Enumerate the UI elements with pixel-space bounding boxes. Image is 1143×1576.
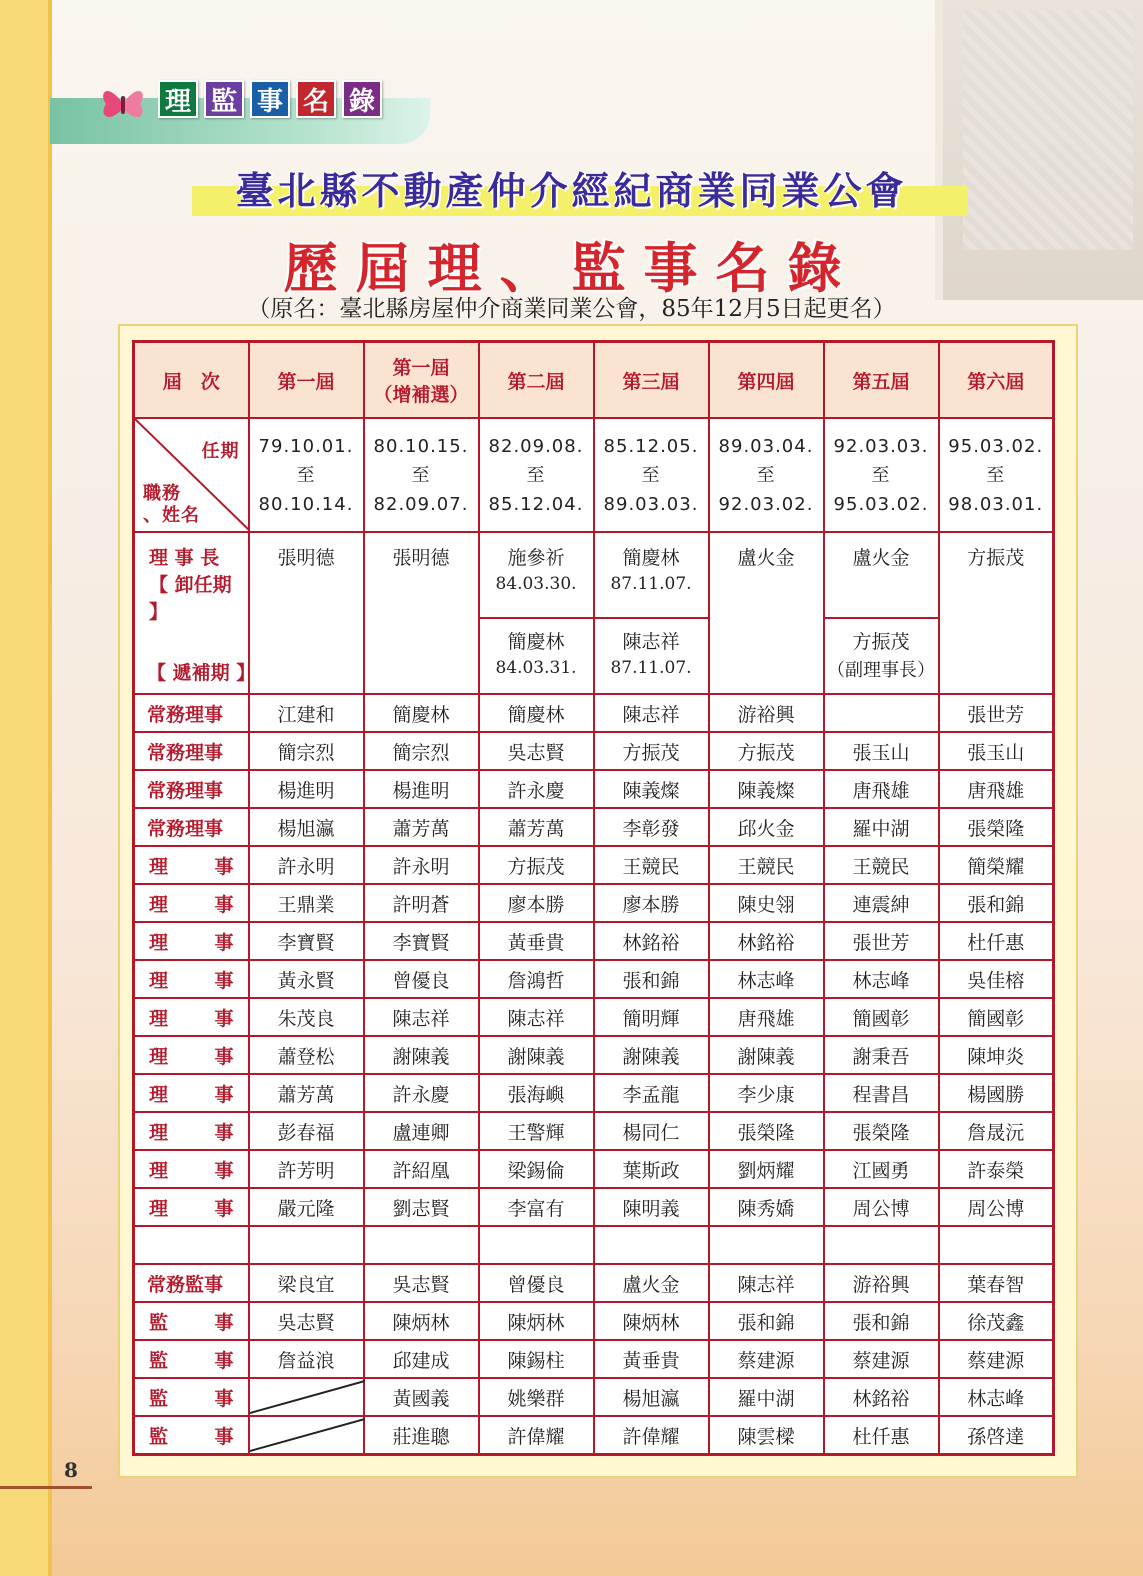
member-name: 嚴元隆	[249, 1188, 364, 1226]
member-name: 許永慶	[479, 770, 594, 808]
member-name	[364, 1226, 479, 1264]
member-name: 許永慶	[364, 1074, 479, 1112]
member-name: 李孟龍	[594, 1074, 709, 1112]
member-name: 林銘裕	[824, 1378, 939, 1416]
role-char: 監	[149, 1311, 169, 1334]
header-row	[134, 342, 1054, 419]
term-header: 第四屆	[709, 342, 824, 419]
member-name: 陳義燦	[594, 770, 709, 808]
page-title: 歷屆理、監事名錄	[283, 237, 860, 300]
chair-successor: 陳志祥 87.11.07.	[594, 618, 709, 694]
member-name: 陳史翎	[709, 884, 824, 922]
member-name: 劉炳耀	[709, 1150, 824, 1188]
member-row	[134, 960, 1054, 998]
member-name: 黃垂貴	[479, 922, 594, 960]
member-name	[939, 1226, 1054, 1264]
member-name	[249, 1226, 364, 1264]
member-name: 陳雲樑	[709, 1416, 824, 1455]
role-char: 事	[214, 855, 234, 878]
role-cell	[134, 1226, 249, 1264]
chair-name: 張明德	[249, 532, 364, 694]
member-name: 唐飛雄	[824, 770, 939, 808]
role-label	[135, 1004, 248, 1031]
member-name: 蔡建源	[824, 1340, 939, 1378]
role-char: 理	[149, 969, 169, 992]
member-name: 蔡建源	[709, 1340, 824, 1378]
title-tag: 名	[296, 80, 336, 118]
member-name: 王競民	[594, 846, 709, 884]
role-cell	[134, 846, 249, 884]
member-name: 蕭芳萬	[249, 1074, 364, 1112]
member-name: 陳錫柱	[479, 1340, 594, 1378]
member-name: 林銘裕	[709, 922, 824, 960]
member-name: 葉斯政	[594, 1150, 709, 1188]
role-char: 理	[149, 1045, 169, 1068]
member-name: 簡宗烈	[249, 732, 364, 770]
role-char: 理	[149, 1121, 169, 1144]
chair-sub-label: 【 遞補期 】	[147, 662, 256, 684]
member-name: 張榮隆	[709, 1112, 824, 1150]
term-dates: 79.10.01. 至 80.10.14.	[249, 418, 364, 532]
member-name: 吳志賢	[249, 1302, 364, 1340]
member-name: 李少康	[709, 1074, 824, 1112]
member-name: 簡國彰	[824, 998, 939, 1036]
member-name	[824, 1226, 939, 1264]
member-row	[134, 1416, 1054, 1455]
chair-successor: 簡慶林 84.03.31.	[479, 618, 594, 694]
member-name: 楊國勝	[939, 1074, 1054, 1112]
chair-name: 簡慶林 87.11.07.	[594, 532, 709, 618]
member-name: 杜仟惠	[939, 922, 1054, 960]
member-row	[134, 1378, 1054, 1416]
member-name: 邱建成	[364, 1340, 479, 1378]
member-name: 張和錦	[824, 1302, 939, 1340]
member-name: 李寶賢	[364, 922, 479, 960]
member-name: 謝陳義	[479, 1036, 594, 1074]
member-name: 陳義燦	[709, 770, 824, 808]
term-dates: 89.03.04. 至 92.03.02.	[709, 418, 824, 532]
member-name: 江國勇	[824, 1150, 939, 1188]
member-name	[249, 1416, 364, 1455]
member-name: 李彰發	[594, 808, 709, 846]
role-cell	[134, 1302, 249, 1340]
role-label	[135, 1422, 248, 1449]
member-name: 陳秀嬌	[709, 1188, 824, 1226]
role-label	[135, 928, 248, 955]
butterfly-icon	[98, 82, 148, 126]
member-name: 陳志祥	[364, 998, 479, 1036]
role-label	[135, 1156, 248, 1183]
member-name: 張海嶼	[479, 1074, 594, 1112]
role-cell: 常務理事	[134, 694, 249, 732]
term-dates: 82.09.08. 至 85.12.04.	[479, 418, 594, 532]
member-name: 方振茂	[479, 846, 594, 884]
member-name: 黃垂貴	[594, 1340, 709, 1378]
member-name: 陳志祥	[594, 694, 709, 732]
chair-successor: 方振茂 （副理事長）	[824, 618, 939, 694]
role-char: 理	[149, 893, 169, 916]
term-header: 第六屆	[939, 342, 1054, 419]
member-name	[594, 1226, 709, 1264]
role-char: 事	[214, 1425, 234, 1448]
term-dates: 95.03.02. 至 98.03.01.	[939, 418, 1054, 532]
member-name: 王競民	[709, 846, 824, 884]
member-name: 王鼎業	[249, 884, 364, 922]
name-label: 職務 、姓名	[143, 483, 200, 526]
role-char: 理	[149, 1083, 169, 1106]
chair-name: 盧火金	[824, 532, 939, 618]
member-name: 唐飛雄	[939, 770, 1054, 808]
member-name: 吳志賢	[479, 732, 594, 770]
role-cell: 常務監事	[134, 1264, 249, 1302]
member-name: 陳坤炎	[939, 1036, 1054, 1074]
member-name: 詹鴻哲	[479, 960, 594, 998]
member-name: 李富有	[479, 1188, 594, 1226]
member-name: 許明蒼	[364, 884, 479, 922]
role-cell: 常務理事	[134, 808, 249, 846]
role-label	[135, 1080, 248, 1107]
role-char: 事	[214, 893, 234, 916]
member-name: 簡榮耀	[939, 846, 1054, 884]
member-name: 許偉耀	[594, 1416, 709, 1455]
member-name: 陳志祥	[709, 1264, 824, 1302]
member-name: 張榮隆	[939, 808, 1054, 846]
member-name: 張和錦	[594, 960, 709, 998]
member-name: 廖本勝	[479, 884, 594, 922]
member-name: 謝陳義	[594, 1036, 709, 1074]
member-name: 楊旭瀛	[594, 1378, 709, 1416]
role-cell	[134, 1340, 249, 1378]
title-tag: 錄	[342, 80, 382, 118]
member-name: 張和錦	[709, 1302, 824, 1340]
chair-successor-date: 87.11.07.	[610, 658, 692, 678]
term-header: 第二屆	[479, 342, 594, 419]
role-cell	[134, 960, 249, 998]
chair-name: 施參祈 84.03.30.	[479, 532, 594, 618]
member-name: 蕭登松	[249, 1036, 364, 1074]
role-char: 監	[149, 1425, 169, 1448]
term-dates: 80.10.15. 至 82.09.07.	[364, 418, 479, 532]
chair-name: 張明德	[364, 532, 479, 694]
member-row	[134, 770, 1054, 808]
term-header: 第一屆	[249, 342, 364, 419]
section-title-tags	[158, 80, 382, 118]
member-name	[709, 1226, 824, 1264]
title-tag: 事	[250, 80, 290, 118]
member-name: 游裕興	[824, 1264, 939, 1302]
role-label	[135, 1346, 248, 1373]
role-cell	[134, 998, 249, 1036]
member-name: 陳志祥	[479, 998, 594, 1036]
member-name: 謝陳義	[709, 1036, 824, 1074]
member-name: 盧火金	[594, 1264, 709, 1302]
role-char: 理	[149, 931, 169, 954]
member-name: 李寶賢	[249, 922, 364, 960]
role-cell	[134, 1378, 249, 1416]
term-dates: 92.03.03. 至 95.03.02.	[824, 418, 939, 532]
member-name: 簡國彰	[939, 998, 1054, 1036]
role-cell	[134, 1036, 249, 1074]
member-name: 簡宗烈	[364, 732, 479, 770]
member-name: 陳炳林	[594, 1302, 709, 1340]
member-name: 許紹凰	[364, 1150, 479, 1188]
member-name: 周公博	[824, 1188, 939, 1226]
role-char: 監	[149, 1387, 169, 1410]
member-row	[134, 846, 1054, 884]
member-name: 林志峰	[709, 960, 824, 998]
member-row	[134, 1112, 1054, 1150]
member-name: 杜仟惠	[824, 1416, 939, 1455]
term-label: 任期	[201, 441, 240, 462]
member-name: 簡慶林	[479, 694, 594, 732]
member-row	[134, 1074, 1054, 1112]
member-name: 張和錦	[939, 884, 1054, 922]
role-char: 監	[149, 1349, 169, 1372]
chair-row	[134, 532, 1054, 618]
member-name: 曾優良	[364, 960, 479, 998]
member-name	[479, 1226, 594, 1264]
member-name: 江建和	[249, 694, 364, 732]
member-name: 林銘裕	[594, 922, 709, 960]
role-label	[135, 1308, 248, 1335]
role-char: 事	[214, 1349, 234, 1372]
role-cell	[134, 1074, 249, 1112]
member-name: 許芳明	[249, 1150, 364, 1188]
member-name: 梁良宜	[249, 1264, 364, 1302]
title-tag: 理	[158, 80, 198, 118]
member-name: 楊進明	[364, 770, 479, 808]
role-char: 事	[214, 1007, 234, 1030]
member-row	[134, 884, 1054, 922]
member-name: 程書昌	[824, 1074, 939, 1112]
member-name: 劉志賢	[364, 1188, 479, 1226]
term-header: 第五屆	[824, 342, 939, 419]
member-row	[134, 1188, 1054, 1226]
member-name: 許偉耀	[479, 1416, 594, 1455]
role-label	[135, 852, 248, 879]
member-name: 詹益浪	[249, 1340, 364, 1378]
member-name: 廖本勝	[594, 884, 709, 922]
member-name	[249, 1378, 364, 1416]
member-row	[134, 1340, 1054, 1378]
member-name: 邱火金	[709, 808, 824, 846]
member-name: 簡慶林	[364, 694, 479, 732]
member-name: 姚樂群	[479, 1378, 594, 1416]
member-name: 陳炳林	[364, 1302, 479, 1340]
member-name: 吳志賢	[364, 1264, 479, 1302]
role-cell	[134, 922, 249, 960]
role-cell: 常務理事	[134, 732, 249, 770]
member-name: 羅中湖	[709, 1378, 824, 1416]
member-row	[134, 694, 1054, 732]
role-char: 事	[214, 1387, 234, 1410]
role-cell	[134, 1188, 249, 1226]
role-char: 事	[214, 969, 234, 992]
rename-note: （原名：臺北縣房屋仲介商業同業公會，85年12月5日起更名）	[247, 296, 896, 322]
role-char: 事	[214, 1197, 234, 1220]
member-name: 游裕興	[709, 694, 824, 732]
member-name: 許泰榮	[939, 1150, 1054, 1188]
member-name: 羅中湖	[824, 808, 939, 846]
page-number: 8	[64, 1458, 78, 1482]
chair-date: 87.11.07.	[610, 574, 692, 594]
member-name: 曾優良	[479, 1264, 594, 1302]
chair-successor-date: （副理事長）	[827, 660, 935, 681]
page-number-rule	[0, 1486, 92, 1489]
chair-role-label: 理 事 長 【 卸任期 】 【 遞補期 】	[134, 532, 249, 694]
member-row	[134, 1036, 1054, 1074]
role-label	[135, 1042, 248, 1069]
member-name: 蕭芳萬	[364, 808, 479, 846]
member-name: 莊進聰	[364, 1416, 479, 1455]
member-name: 林志峰	[939, 1378, 1054, 1416]
diagonal-header-cell	[134, 418, 249, 532]
role-cell	[134, 884, 249, 922]
member-name: 周公博	[939, 1188, 1054, 1226]
member-name: 蕭芳萬	[479, 808, 594, 846]
empty-slash	[250, 1417, 365, 1453]
member-name: 楊旭瀛	[249, 808, 364, 846]
member-name: 張玉山	[824, 732, 939, 770]
chair-successor-date: 84.03.31.	[495, 658, 577, 678]
role-char: 事	[214, 1045, 234, 1068]
role-label	[135, 1194, 248, 1221]
member-name: 許永明	[364, 846, 479, 884]
role-char: 事	[214, 931, 234, 954]
member-name: 王競民	[824, 846, 939, 884]
title-tag: 監	[204, 80, 244, 118]
term-period-row	[134, 418, 1054, 532]
member-name: 謝秉吾	[824, 1036, 939, 1074]
member-name: 葉春智	[939, 1264, 1054, 1302]
member-row	[134, 1150, 1054, 1188]
term-dates: 85.12.05. 至 89.03.03.	[594, 418, 709, 532]
member-name: 朱茂良	[249, 998, 364, 1036]
role-char: 理	[149, 855, 169, 878]
role-cell	[134, 1416, 249, 1455]
role-char: 理	[149, 1007, 169, 1030]
member-name: 張榮隆	[824, 1112, 939, 1150]
member-name: 黃國義	[364, 1378, 479, 1416]
empty-slash	[250, 1379, 365, 1415]
member-name: 彭春福	[249, 1112, 364, 1150]
member-name: 吳佳榕	[939, 960, 1054, 998]
role-cell: 常務理事	[134, 770, 249, 808]
member-row	[134, 998, 1054, 1036]
role-label	[135, 966, 248, 993]
term-header: 第一屆 （增補選）	[364, 342, 479, 419]
role-char: 事	[214, 1121, 234, 1144]
member-name: 張世芳	[824, 922, 939, 960]
member-row	[134, 1226, 1054, 1264]
member-name: 方振茂	[594, 732, 709, 770]
role-char: 理	[149, 1197, 169, 1220]
member-name: 連震紳	[824, 884, 939, 922]
member-row	[134, 1264, 1054, 1302]
role-label	[135, 890, 248, 917]
member-name: 方振茂	[709, 732, 824, 770]
member-name: 張玉山	[939, 732, 1054, 770]
role-char: 事	[214, 1311, 234, 1334]
member-row	[134, 1302, 1054, 1340]
chair-name: 方振茂	[939, 532, 1054, 694]
roster-table	[132, 340, 1055, 1456]
role-cell	[134, 1150, 249, 1188]
member-name: 謝陳義	[364, 1036, 479, 1074]
term-header: 第三屆	[594, 342, 709, 419]
member-row	[134, 732, 1054, 770]
chair-date: 84.03.30.	[495, 574, 577, 594]
member-name: 陳明義	[594, 1188, 709, 1226]
member-row	[134, 808, 1054, 846]
member-row	[134, 922, 1054, 960]
role-label	[135, 1118, 248, 1145]
role-char: 事	[214, 1083, 234, 1106]
member-name: 盧連卿	[364, 1112, 479, 1150]
member-name: 張世芳	[939, 694, 1054, 732]
chair-name: 盧火金	[709, 532, 824, 694]
member-name: 林志峰	[824, 960, 939, 998]
org-title: 臺北縣不動產仲介經紀商業同業公會	[235, 169, 908, 213]
member-name: 楊同仁	[594, 1112, 709, 1150]
member-name: 徐茂鑫	[939, 1302, 1054, 1340]
member-name: 陳炳林	[479, 1302, 594, 1340]
role-label	[135, 1384, 248, 1411]
member-name: 詹晟沅	[939, 1112, 1054, 1150]
member-name: 許永明	[249, 846, 364, 884]
member-name	[824, 694, 939, 732]
role-char: 理	[149, 1159, 169, 1182]
member-name: 王警輝	[479, 1112, 594, 1150]
corner-header: 屆 次	[134, 342, 249, 419]
member-name: 蔡建源	[939, 1340, 1054, 1378]
member-name: 唐飛雄	[709, 998, 824, 1036]
member-name: 黃永賢	[249, 960, 364, 998]
member-name: 簡明輝	[594, 998, 709, 1036]
member-name: 楊進明	[249, 770, 364, 808]
role-char: 事	[214, 1159, 234, 1182]
member-name: 孫啓達	[939, 1416, 1054, 1455]
member-name: 梁錫倫	[479, 1150, 594, 1188]
role-cell	[134, 1112, 249, 1150]
